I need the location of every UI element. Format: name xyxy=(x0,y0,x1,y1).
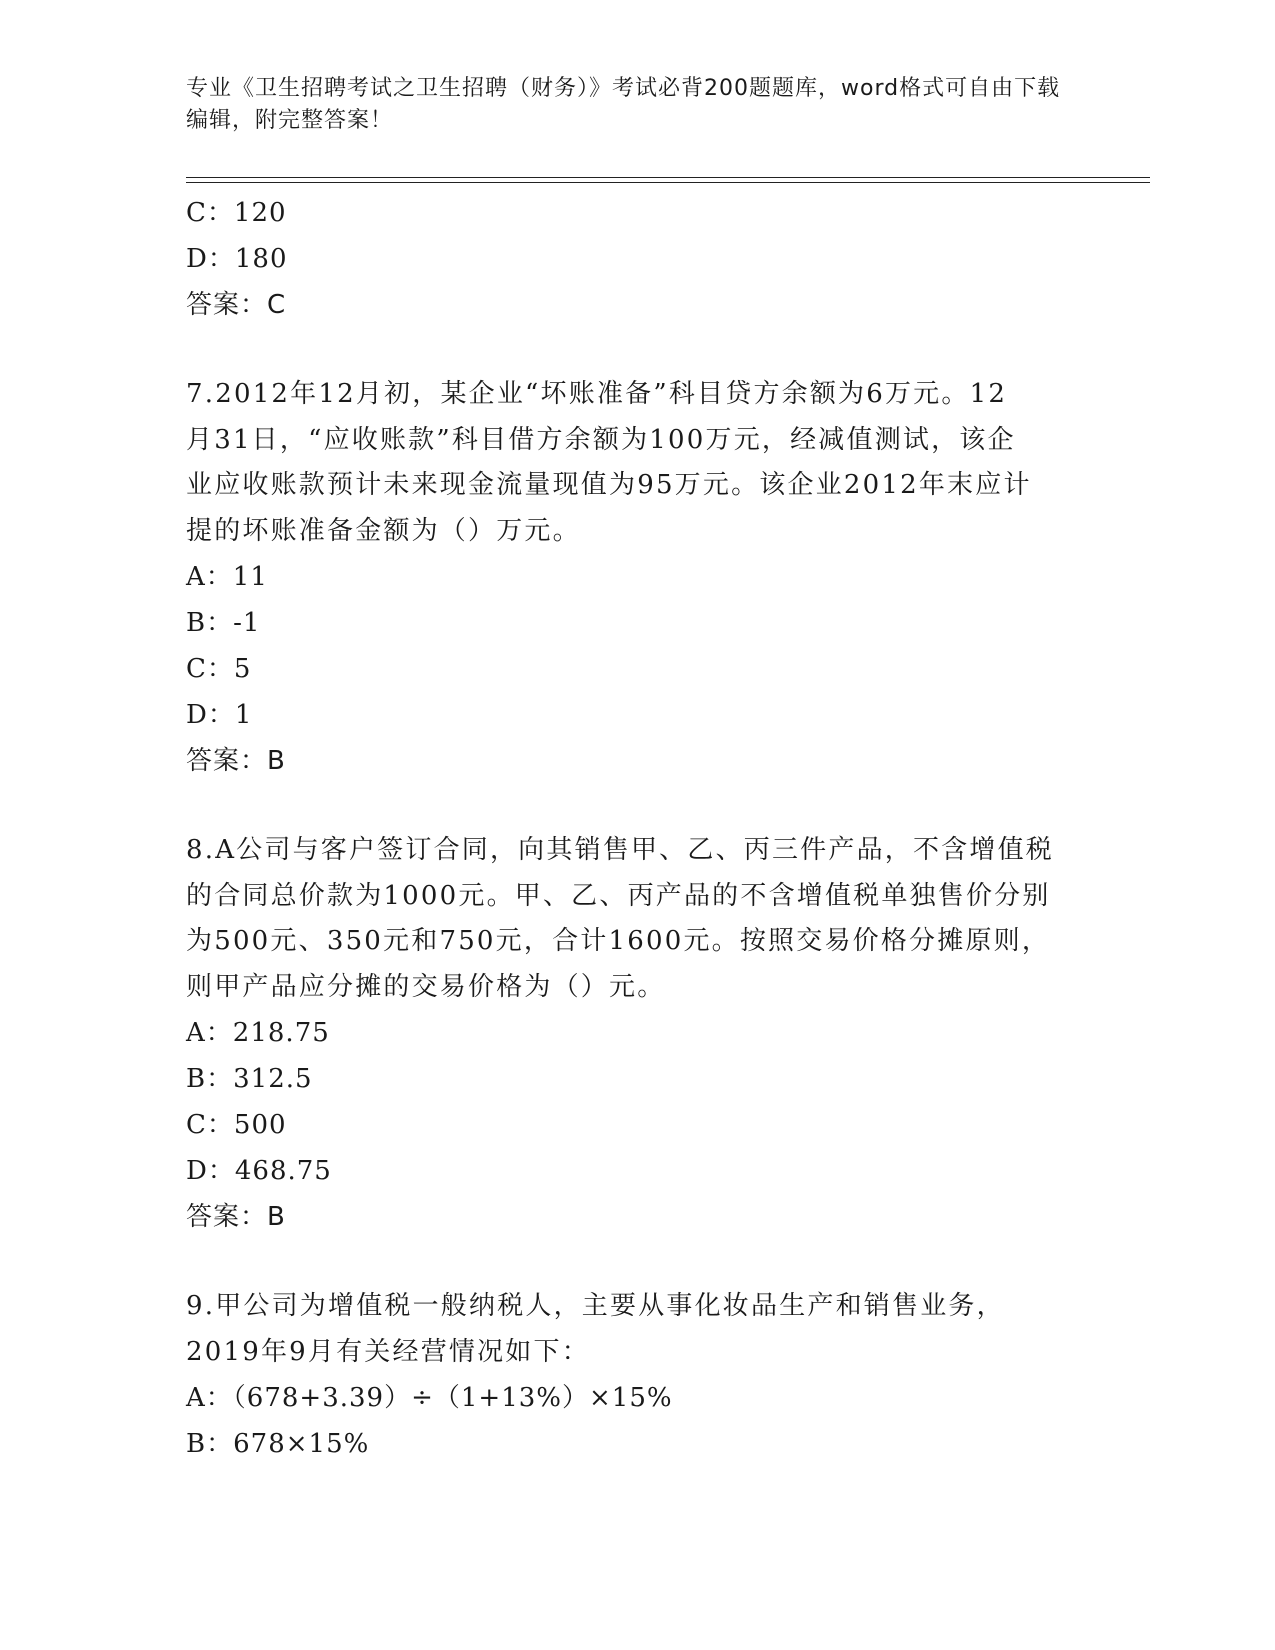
question-line: 2019年9月有关经营情况如下： xyxy=(186,1336,590,1367)
option-text: 5 xyxy=(233,654,252,684)
option-text: （678+3.39）÷（1+13%）×15% xyxy=(232,1383,673,1413)
option-b: B：678×15% xyxy=(186,1429,370,1459)
option-label: B xyxy=(186,1429,207,1459)
option-text: 678×15% xyxy=(233,1429,370,1459)
option-text: 120 xyxy=(233,198,287,228)
option-label: A xyxy=(186,1018,206,1048)
option-c: C：500 xyxy=(186,1110,287,1140)
option-d: D：468.75 xyxy=(186,1156,332,1186)
question-7 xyxy=(186,372,1086,784)
question-text xyxy=(186,828,1066,1010)
option-a: A：11 xyxy=(186,562,268,592)
option-label: C xyxy=(186,198,207,228)
option-label: A xyxy=(186,562,206,592)
answer-line: 答案：B xyxy=(186,746,286,776)
document-header: 专业《卫生招聘考试之卫生招聘（财务）》考试必背200题题库，word格式可自由下载编辑，附完整答案！ xyxy=(186,76,1061,133)
question-8 xyxy=(186,828,1086,1240)
option-label: C xyxy=(186,654,207,684)
question-text xyxy=(186,372,1066,554)
option-b: B：-1 xyxy=(186,608,261,638)
question-9 xyxy=(186,1284,1086,1467)
option-text: 500 xyxy=(233,1110,287,1140)
question-line: 7.2012年12月初，某企业“坏账准备”科目贷方余额为6万元。12 xyxy=(186,379,1008,409)
header-divider-top xyxy=(186,177,1150,178)
option-c: C：120 xyxy=(186,198,287,228)
question-line: 9.甲公司为增值税一般纳税人，主要从事化妆品生产和销售业务， xyxy=(186,1291,1005,1321)
answer-line: 答案：C xyxy=(186,290,287,320)
document-body xyxy=(186,190,1086,1467)
option-text: 312.5 xyxy=(233,1064,313,1094)
option-a: A：（678+3.39）÷（1+13%）×15% xyxy=(186,1383,673,1413)
option-label: D xyxy=(186,244,208,274)
question-line: 业应收账款预计未来现金流量现值为95万元。该企业2012年末应计 xyxy=(186,470,1032,500)
option-b: B：312.5 xyxy=(186,1064,313,1094)
header-divider-bottom xyxy=(186,182,1150,183)
option-label: D xyxy=(186,1156,208,1186)
question-line: 为500元、350元和750元，合计1600元。按照交易价格分摊原则， xyxy=(186,926,1051,956)
option-d: D：180 xyxy=(186,244,288,274)
option-label: C xyxy=(186,1110,207,1140)
answer-line: 答案：B xyxy=(186,1202,286,1232)
option-label: B xyxy=(186,608,207,638)
option-text: 1 xyxy=(234,700,253,730)
question-line: 则甲产品应分摊的交易价格为（）元。 xyxy=(186,971,666,1002)
option-c: C：5 xyxy=(186,654,252,684)
question-6-tail xyxy=(186,190,1086,328)
option-label: D xyxy=(186,700,208,730)
option-text: 218.75 xyxy=(232,1018,330,1048)
option-d: D：1 xyxy=(186,700,253,730)
option-a: A：218.75 xyxy=(186,1018,330,1048)
option-text: 180 xyxy=(234,244,288,274)
option-label: B xyxy=(186,1064,207,1094)
question-line: 提的坏账准备金额为（）万元。 xyxy=(186,515,581,546)
question-line: 8.A公司与客户签订合同，向其销售甲、乙、丙三件产品，不含增值税 xyxy=(186,835,1054,865)
question-line: 月31日，“应收账款”科目借方余额为100万元，经减值测试，该企 xyxy=(186,424,1016,455)
option-text: 468.75 xyxy=(234,1156,332,1186)
question-line: 的合同总价款为1000元。甲、乙、丙产品的不含增值税单独售价分别 xyxy=(186,880,1051,911)
option-text: -1 xyxy=(233,608,261,638)
option-text: 11 xyxy=(232,562,268,592)
question-text xyxy=(186,1284,1066,1375)
option-label: A xyxy=(186,1383,206,1413)
